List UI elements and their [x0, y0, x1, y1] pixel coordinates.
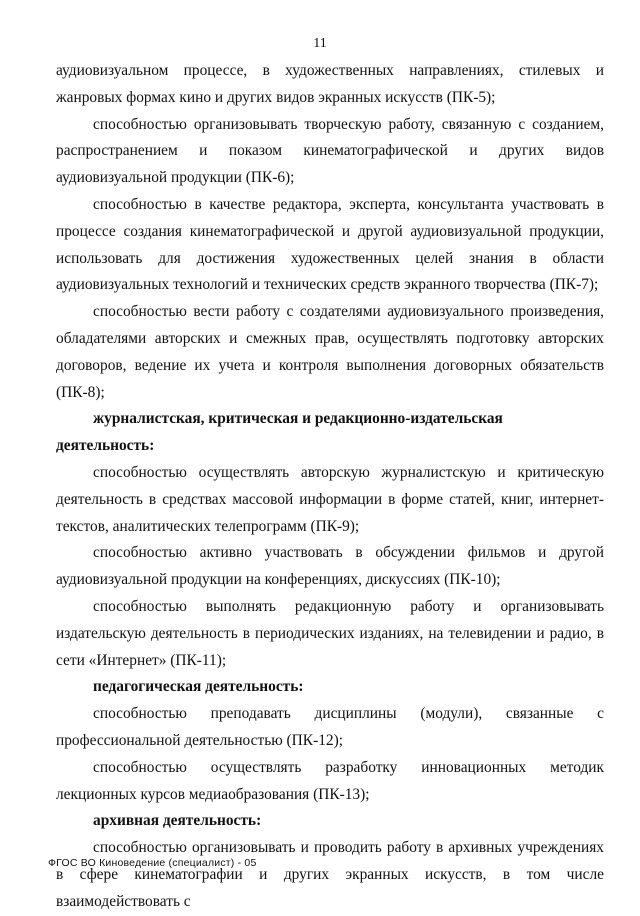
section-heading-archive: архивная деятельность: [93, 812, 262, 830]
competency-item-pk8: способностью вести работу с создателями аудиовизуального произведения, обладателями авторских и смежных прав, осуществлять подготовку авторских договоров, ведение их учета и контроля выполнения договорных обязательств (ПК-8); [56, 303, 604, 401]
competency-item-pk12: способностью преподавать дисциплины (модули), связанные с профессиональной деятельностью (ПК-12); [56, 705, 604, 749]
page-number: 11 [313, 36, 327, 51]
section-heading-pedagogy: педагогическая деятельность: [93, 678, 304, 696]
competency-item-pk13: способностью осуществлять разработку инновационных методик лекционных курсов медиаобразования (ПК-13); [56, 758, 604, 803]
competency-item-pk6: способностью организовывать творческую работу, связанную с созданием, распространением и показом кинематографической и других видов аудиовизуальной продукции (ПК-6); [56, 115, 604, 187]
page-footer: ФГОС ВО Киноведение (специалист) - 05 [48, 857, 257, 869]
competency-item-pk9: способностью осуществлять авторскую журналистскую и критическую деятельность в средствах массовой информации в форме статей, книг, интернет-текстов, аналитических телепрограмм (ПК-9); [56, 463, 604, 535]
document-body [56, 58, 604, 916]
paragraph-continuation: аудиовизуальном процессе, в художественных направлениях, стилевых и жанровых формах кино и других видов экранных искусств (ПК-5); [56, 62, 604, 106]
competency-item-archive: способностью организовывать и проводить работу в архивных учреждениях в сфере кинематографии и других экранных искусств, в том числе взаимодействовать с [56, 839, 604, 910]
competency-item-pk10: способностью активно участвовать в обсуждении фильмов и другой аудиовизуальной продукции на конференциях, дискуссиях (ПК-10); [56, 544, 604, 589]
competency-item-pk11: способностью выполнять редакционную работу и организовывать издательскую деятельность в периодических изданиях, на телевидении и радио, в сети «Интернет» (ПК-11); [56, 597, 604, 669]
section-heading-journalism: журналистская, критическая и редакционно-издательская деятельность: [56, 410, 503, 455]
competency-item-pk7: способностью в качестве редактора, эксперта, консультанта участвовать в процессе создания кинематографической и другой аудиовизуальной продукции, использовать для достижения художественных целей знания в области аудиовизуальных технологий и технических средств экранного творчества (ПК-7); [56, 195, 604, 294]
